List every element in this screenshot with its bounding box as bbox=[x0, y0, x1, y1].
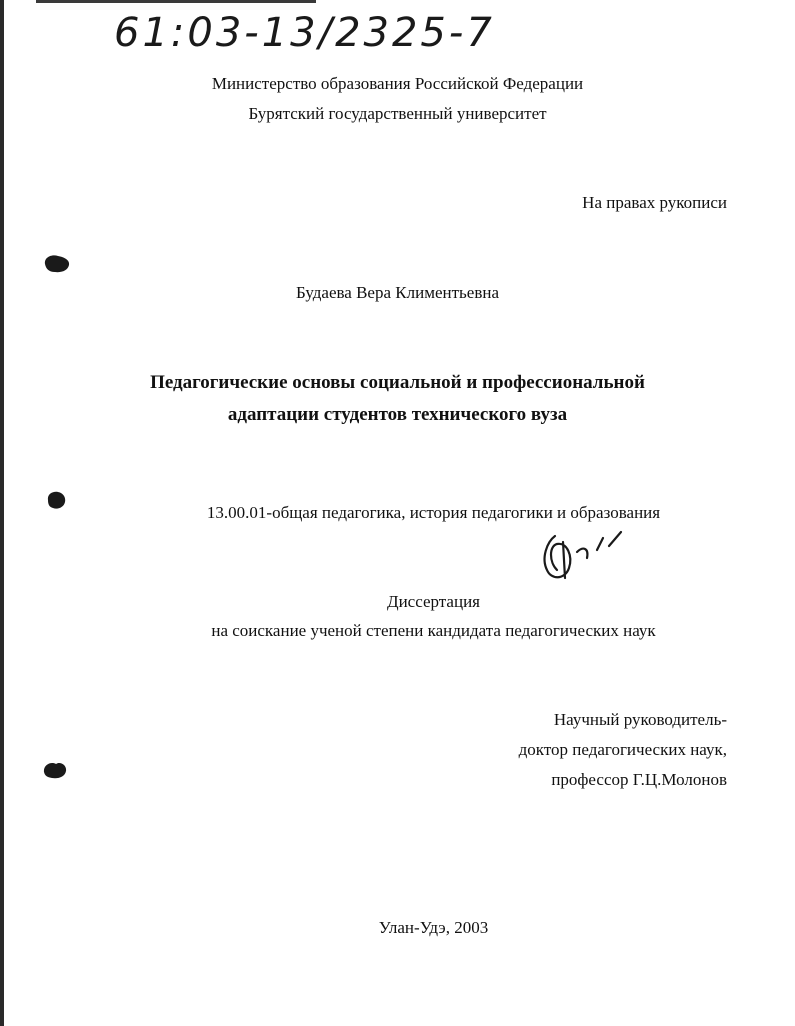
punch-hole-mark bbox=[40, 758, 70, 782]
dissertation-title-line-2: адаптации студентов технического вуза bbox=[227, 404, 568, 425]
archive-mark-text: 61:03-13/2325-7 bbox=[114, 10, 495, 56]
university-line: Бурятский государственный университет bbox=[248, 104, 547, 123]
degree-purpose: на соискание ученой степени кандидата педагогических наук bbox=[211, 621, 656, 640]
punch-hole-mark bbox=[42, 252, 72, 276]
ministry-line: Министерство образования Российской Федерации bbox=[211, 74, 584, 93]
rights-note: На правах рукописи bbox=[582, 193, 727, 212]
scan-edge-left bbox=[0, 0, 4, 1026]
supervisor-name: профессор Г.Ц.Молонов bbox=[551, 770, 727, 789]
supervisor-role: Научный руководитель- bbox=[553, 710, 727, 729]
handwritten-archive-mark bbox=[110, 2, 540, 60]
supervisor-degree: доктор педагогических наук, bbox=[518, 740, 727, 759]
dissertation-title-line-1: Педагогические основы социальной и профессиональной bbox=[150, 372, 645, 393]
specialty-code: 13.00.01-общая педагогика, история педагогики и образования bbox=[206, 503, 661, 522]
author-name: Будаева Вера Климентьевна bbox=[295, 283, 499, 302]
city-year: Улан-Удэ, 2003 bbox=[378, 918, 489, 937]
handwritten-signature bbox=[535, 528, 625, 588]
degree-type: Диссертация bbox=[386, 592, 480, 611]
